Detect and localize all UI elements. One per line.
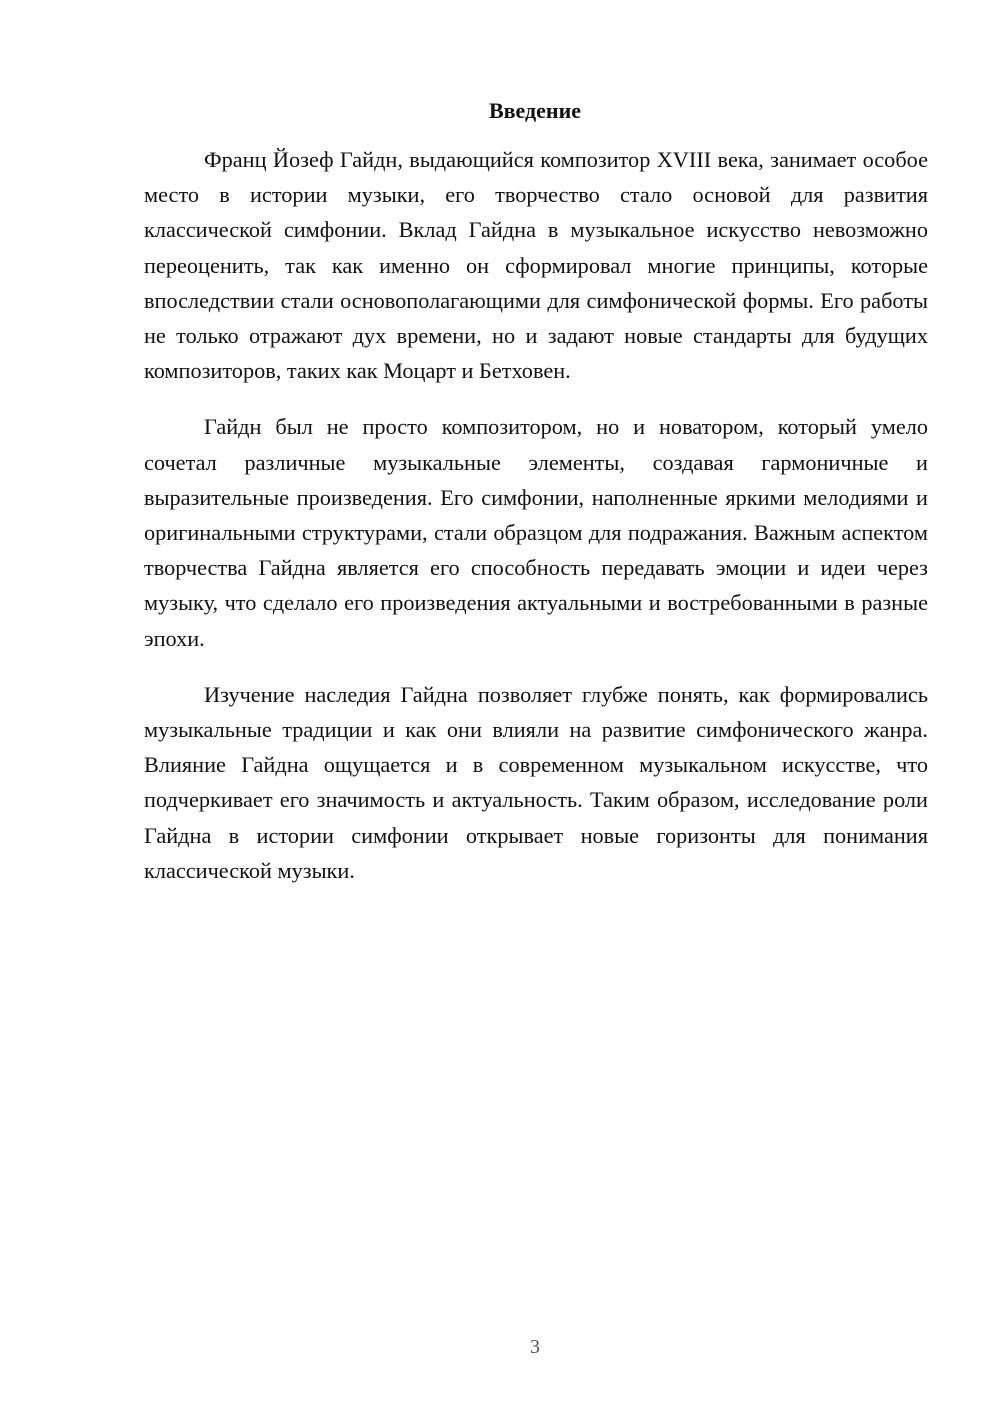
paragraph-1: Франц Йозеф Гайдн, выдающийся композитор XVIII века, занимает особое место в истории музыки, его творчество стало основой для развития классической симфонии. Вклад Гайдна в музыкальное искусство невозможно переоценить, так как именно он сформировал многие принципы, которые впоследствии стали основополагающими для симфонической формы. Его работы не только отражают дух времени, но и задают новые стандарты для будущих композиторов, таких как Моцарт и Бетховен. bbox=[144, 147, 928, 384]
paragraph-3: Изучение наследия Гайдна позволяет глубже понять, как формировались музыкальные традиции и как они влияли на развитие симфонического жанра. Влияние Гайдна ощущается и в современном музыкальном искусстве, что подчеркивает его значимость и актуальность. Таким образом, исследование роли Гайдна в истории симфонии открывает новые горизонты для понимания классической музыки. bbox=[144, 681, 928, 883]
document-body bbox=[144, 142, 928, 909]
page-title: Введение bbox=[488, 98, 582, 123]
page-number: 3 bbox=[530, 1336, 540, 1358]
paragraph-2: Гайдн был не просто композитором, но и новатором, который умело сочетал различные музыкальные элементы, создавая гармоничные и выразительные произведения. Его симфонии, наполненные яркими мелодиями и оригинальными структурами, стали образцом для подражания. Важным аспектом творчества Гайдна является его способность передавать эмоции и идеи через музыку, что сделало его произведения актуальными и востребованными в разные эпохи. bbox=[144, 414, 928, 651]
